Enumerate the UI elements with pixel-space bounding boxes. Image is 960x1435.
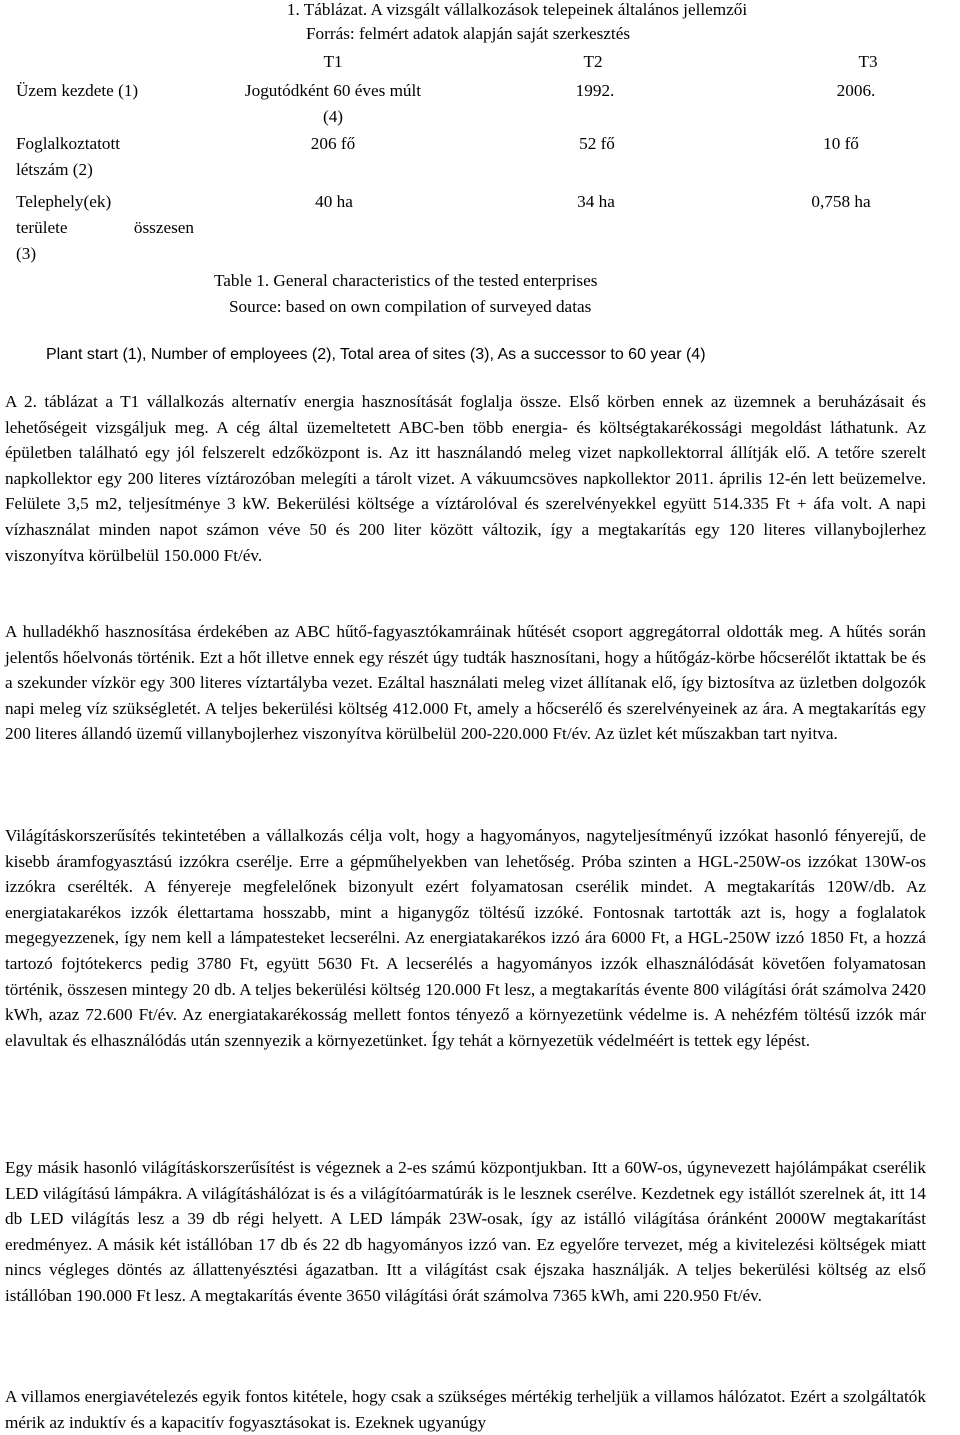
table-legend: Plant start (1), Number of employees (2), Total area of sites (3), As a successor to 60 year (4) bbox=[46, 346, 706, 363]
table-source-hu: Forrás: felmért adatok alapján saját szerkesztés bbox=[305, 24, 631, 43]
column-header-t2: T2 bbox=[583, 52, 603, 71]
column-header-t3: T3 bbox=[858, 52, 878, 71]
cell-t3-area: 0,758 ha bbox=[811, 192, 871, 211]
paragraph-solar-collector: A 2. táblázat a T1 vállalkozás alternatív energia hasznosítását foglalja össze. Első körben ennek az üzemnek a beruházásait és lehetőségeit vizsgáljuk meg. A cég által üzemeltetett ABC-ben több energia- és költségtakarékossági megoldást láthatunk. Az épületben található egy jól felszerelt edzőközpont is. Az itt használandó meleg vizet napkollektorral állítják elő. A tetőre szerelt napkollektor egy 200 literes víztározóban melegíti a tárolt vizet. A vákuumcsöves napkollektor 2011. április 12-én lett beüzemelve. Felülete 3,5 m2, teljesítménye 3 kW. Bekerülési költsége a víztárolóval és szerelvényekkel együtt 514.335 Ft + áfa volt. A napi vízhasználat minden napot számon véve 50 és 200 liter között változik, így a megtakarítás egy 120 literes villanybojlerhez viszonyítva körülbelül 150.000 Ft/év. bbox=[5, 392, 926, 565]
cell-t1-employees: 206 fő bbox=[310, 134, 356, 153]
row-label-employees-line1: Foglalkoztatott bbox=[16, 134, 121, 153]
paragraph-waste-heat: A hulladékhő hasznosítása érdekében az ABC hűtő-fagyasztókamráinak hűtését csoport aggregátorral oldották meg. A hűtés során jelentős hőelvonás történik. Ezt a hőt illetve ennek egy részét úgy tudták hasznosítani, hogy a hűtőgáz-körbe hőcserélőt iktattak be és a szekunder vízkör egy 300 literes víztartályba vezet. Ezáltal használati meleg vizet állítanak elő, így biztosítva az üzletben dolgozók napi meleg víz szükségletét. A teljes bekerülési költség 412.000 Ft, amely a hőcserélő és szerelvényeinek az ára. A megtakarítás egy 200 literes állandó üzemű villanybojlerhez viszonyítva körülbelül 200-220.000 Ft/év. Az üzlet két műszakban tart nyitva. bbox=[5, 622, 926, 744]
cell-t2-employees: 52 fő bbox=[579, 134, 615, 153]
cell-t1-plant-start-note: (4) bbox=[322, 107, 344, 126]
column-header-t1: T1 bbox=[323, 52, 343, 71]
cell-t3-employees: 10 fő bbox=[823, 134, 859, 153]
paragraph-led-stables: Egy másik hasonló világításkorszerűsítést is végeznek a 2-es számú központjukban. Itt a 60W-os, úgynevezett hajólámpákat cserélik LED világítású lámpákra. A világításhálózat is és a világítóarmatúrák is le lesznek cserélve. Kezdetnek egy istállót szerelnek át, itt 14 db LED világítás lesz a 39 db régi helyett. A LED lámpák 23W-osak, így az istálló világítása óránként 2000W megtakarítást eredményez. A másik két istállóban 17 db és 22 db hagyományos izzó van. Ez egyelőre tervezet, még a kivitelezési költségek miatt nincs végleges döntés az állattenyésztési ágazatban. Itt a világítást csak éjszaka használják. A teljes bekerülési költség az első istállóban 190.000 Ft lesz. A megtakarítás évente 3650 világítási órát számolva 7365 kWh, ami 220.950 Ft/év. bbox=[5, 1158, 926, 1305]
cell-t2-area: 34 ha bbox=[577, 192, 615, 211]
table-source-en: Source: based on own compilation of surveyed datas bbox=[229, 297, 592, 316]
row-label-area-line2a: területe bbox=[16, 218, 68, 237]
row-label-area-line1: Telephely(ek) bbox=[16, 192, 112, 211]
paragraph-electricity: A villamos energiavételezés egyik fontos kitétele, hogy csak a szükséges mértékig terheljük a villamos hálózatot. Ezért a szolgáltatók mérik az induktív és a kapacitív fogyasztásokat is. Ezeknek ugyanúgy bbox=[5, 1387, 926, 1432]
cell-t3-plant-start: 2006. bbox=[836, 81, 876, 100]
cell-t1-area: 40 ha bbox=[315, 192, 353, 211]
table-caption-hu: 1. Táblázat. A vizsgált vállalkozások telepeinek általános jellemzői bbox=[286, 0, 748, 19]
row-label-employees-line2: létszám (2) bbox=[16, 160, 93, 179]
row-label-plant-start: Üzem kezdete (1) bbox=[16, 81, 139, 100]
table-caption-en: Table 1. General characteristics of the tested enterprises bbox=[214, 271, 598, 290]
cell-t2-plant-start: 1992. bbox=[575, 81, 615, 100]
cell-t1-plant-start: Jogutódként 60 éves múlt bbox=[244, 81, 422, 100]
paragraph-lighting-upgrade: Világításkorszerűsítés tekintetében a vállalkozás célja volt, hogy a hagyományos, nagyteljesítményű izzókat hasonló fényerejű, de kisebb áramfogyasztású izzókra cserélje. Erre a gépműhelyekben van lehetőség. Próba szinten a HGL-250W-os izzókat 130W-os izzókra cserélték. A fényereje megfelelőnek bizonyult ezért folyamatosan cserélik mindet. A megtakarítás 120W/db. Az energiatakarékos izzók élettartama hosszabb, mint a higanygőz töltésű izzóké. Fontosnak tartották azt is, hogy a foglalatok megegyezzenek, így nem kell a lámpatesteket lecserélni. Az energiatakarékos izzó ára 6000 Ft, a HGL-250W izzó 1850 Ft, a hozzá tartozó fojtótekercs pedig 3780 Ft, együtt 5630 Ft. A lecserélés a hagyományos izzók elhasználódását követően folyamatosan történik, összesen mintegy 20 db. A teljes bekerülési költség 120.000 Ft lesz, a megtakarítás évente 800 világítási órát számolva 2420 kWh, azaz 72.600 Ft/év. Az energiatakarékosság mellett fontos tényező a környezetünk védelme is. A nehézfém töltésű izzók már elavultak és elhasználódás után szennyezik a környezetünket. Így tehát a környezetük védelméért is tettek egy lépést. bbox=[5, 826, 926, 1050]
row-label-area-line3: (3) bbox=[16, 244, 37, 263]
row-label-area-line2b: összesen bbox=[133, 218, 194, 237]
